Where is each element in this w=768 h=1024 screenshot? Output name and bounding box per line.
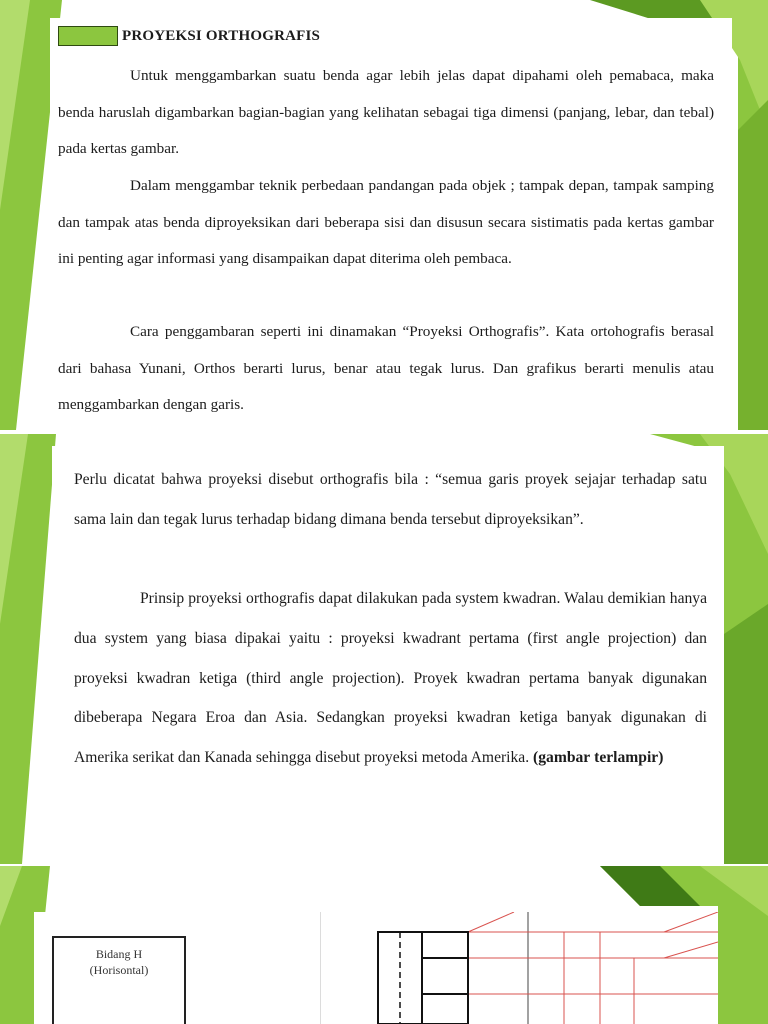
bold-reference-end: terlampir) (594, 749, 664, 767)
title-row (58, 26, 320, 46)
slide-2 (0, 434, 768, 864)
title-marker (58, 26, 118, 46)
text-line: Untuk menggambarkan suatu benda agar lebih jelas dapat dipahami oleh (130, 67, 603, 84)
paragraph-2 (58, 168, 714, 278)
figure-page (34, 912, 718, 1024)
text-line: disampaikan dapat diterima oleh pembaca. (252, 250, 512, 268)
paragraph-5 (74, 579, 707, 778)
text-line: dan disusun secara sistimatis pada kertas gambar ini penting agar informasi yang (58, 213, 714, 268)
text-line: depan, tampak samping dan tampak atas benda diproyeksikan dari beberapa sisi (58, 177, 714, 231)
text-line: ortohografis berasal dari bahasa Yunani, Orthos berarti lurus, benar atau tegak (58, 323, 714, 377)
text-line: pertama (first angle projection) dan proyeksi kwadran ketiga (third angle (74, 629, 707, 687)
text-line: terhadap satu sama lain dan tegak lurus terhadap bidang dimana benda tersebut (74, 471, 708, 528)
slide-3 (0, 866, 768, 1024)
text-line: projection). Proyek kwadran pertama banyak digunakan dibeberapa Negara Eroa (74, 669, 707, 727)
paragraph-1 (58, 58, 714, 168)
text-line: serikat dan Kanada sehingga disebut proyeksi metoda Amerika. (132, 749, 530, 767)
paragraph-3 (58, 314, 714, 424)
plane-label-sub: (Horisontal) (89, 963, 149, 977)
page-title: PROYEKSI ORTHOGRAFIS (122, 27, 321, 44)
bold-reference: (gambar (533, 749, 591, 767)
text-line: Dalam menggambar teknik perbedaan pandangan pada objek ; tampak (130, 177, 564, 194)
document-page (52, 446, 724, 854)
orthographic-projection-drawing (364, 912, 718, 1024)
text-line: Perlu dicatat bahwa proyeksi disebut orthografis bila : “semua garis proyek sejajar (74, 471, 616, 488)
paragraph-4 (74, 460, 707, 540)
text-line: diproyeksikan”. (484, 510, 584, 528)
figure-divider (320, 912, 321, 1024)
text-line: lurus. Dan grafikus berarti menulis atau menggambarkan dengan garis. (58, 359, 715, 414)
plane-label: Bidang H (95, 947, 143, 961)
plane-h-box (52, 936, 186, 1024)
text-line: Prinsip proyeksi orthografis dapat dilakukan pada system kwadran. (140, 590, 561, 607)
slide-1 (0, 0, 768, 430)
text-line: pemabaca, maka benda haruslah digambarkan bagian-bagian yang kelihatan (58, 67, 714, 121)
text-line: Walau demikian hanya dua system yang biasa dipakai yaitu : proyeksi kwadrant (74, 590, 708, 647)
text-line: dan Asia. Sedangkan proyeksi kwadran ketiga banyak digunakan di Amerika (74, 709, 707, 767)
text-line: Cara penggambaran seperti ini dinamakan “Proyeksi Orthografis”. Kata (130, 323, 585, 340)
document-page (50, 18, 732, 420)
text-line: sebagai tiga dimensi (panjang, lebar, dan tebal) pada kertas gambar. (58, 103, 714, 158)
